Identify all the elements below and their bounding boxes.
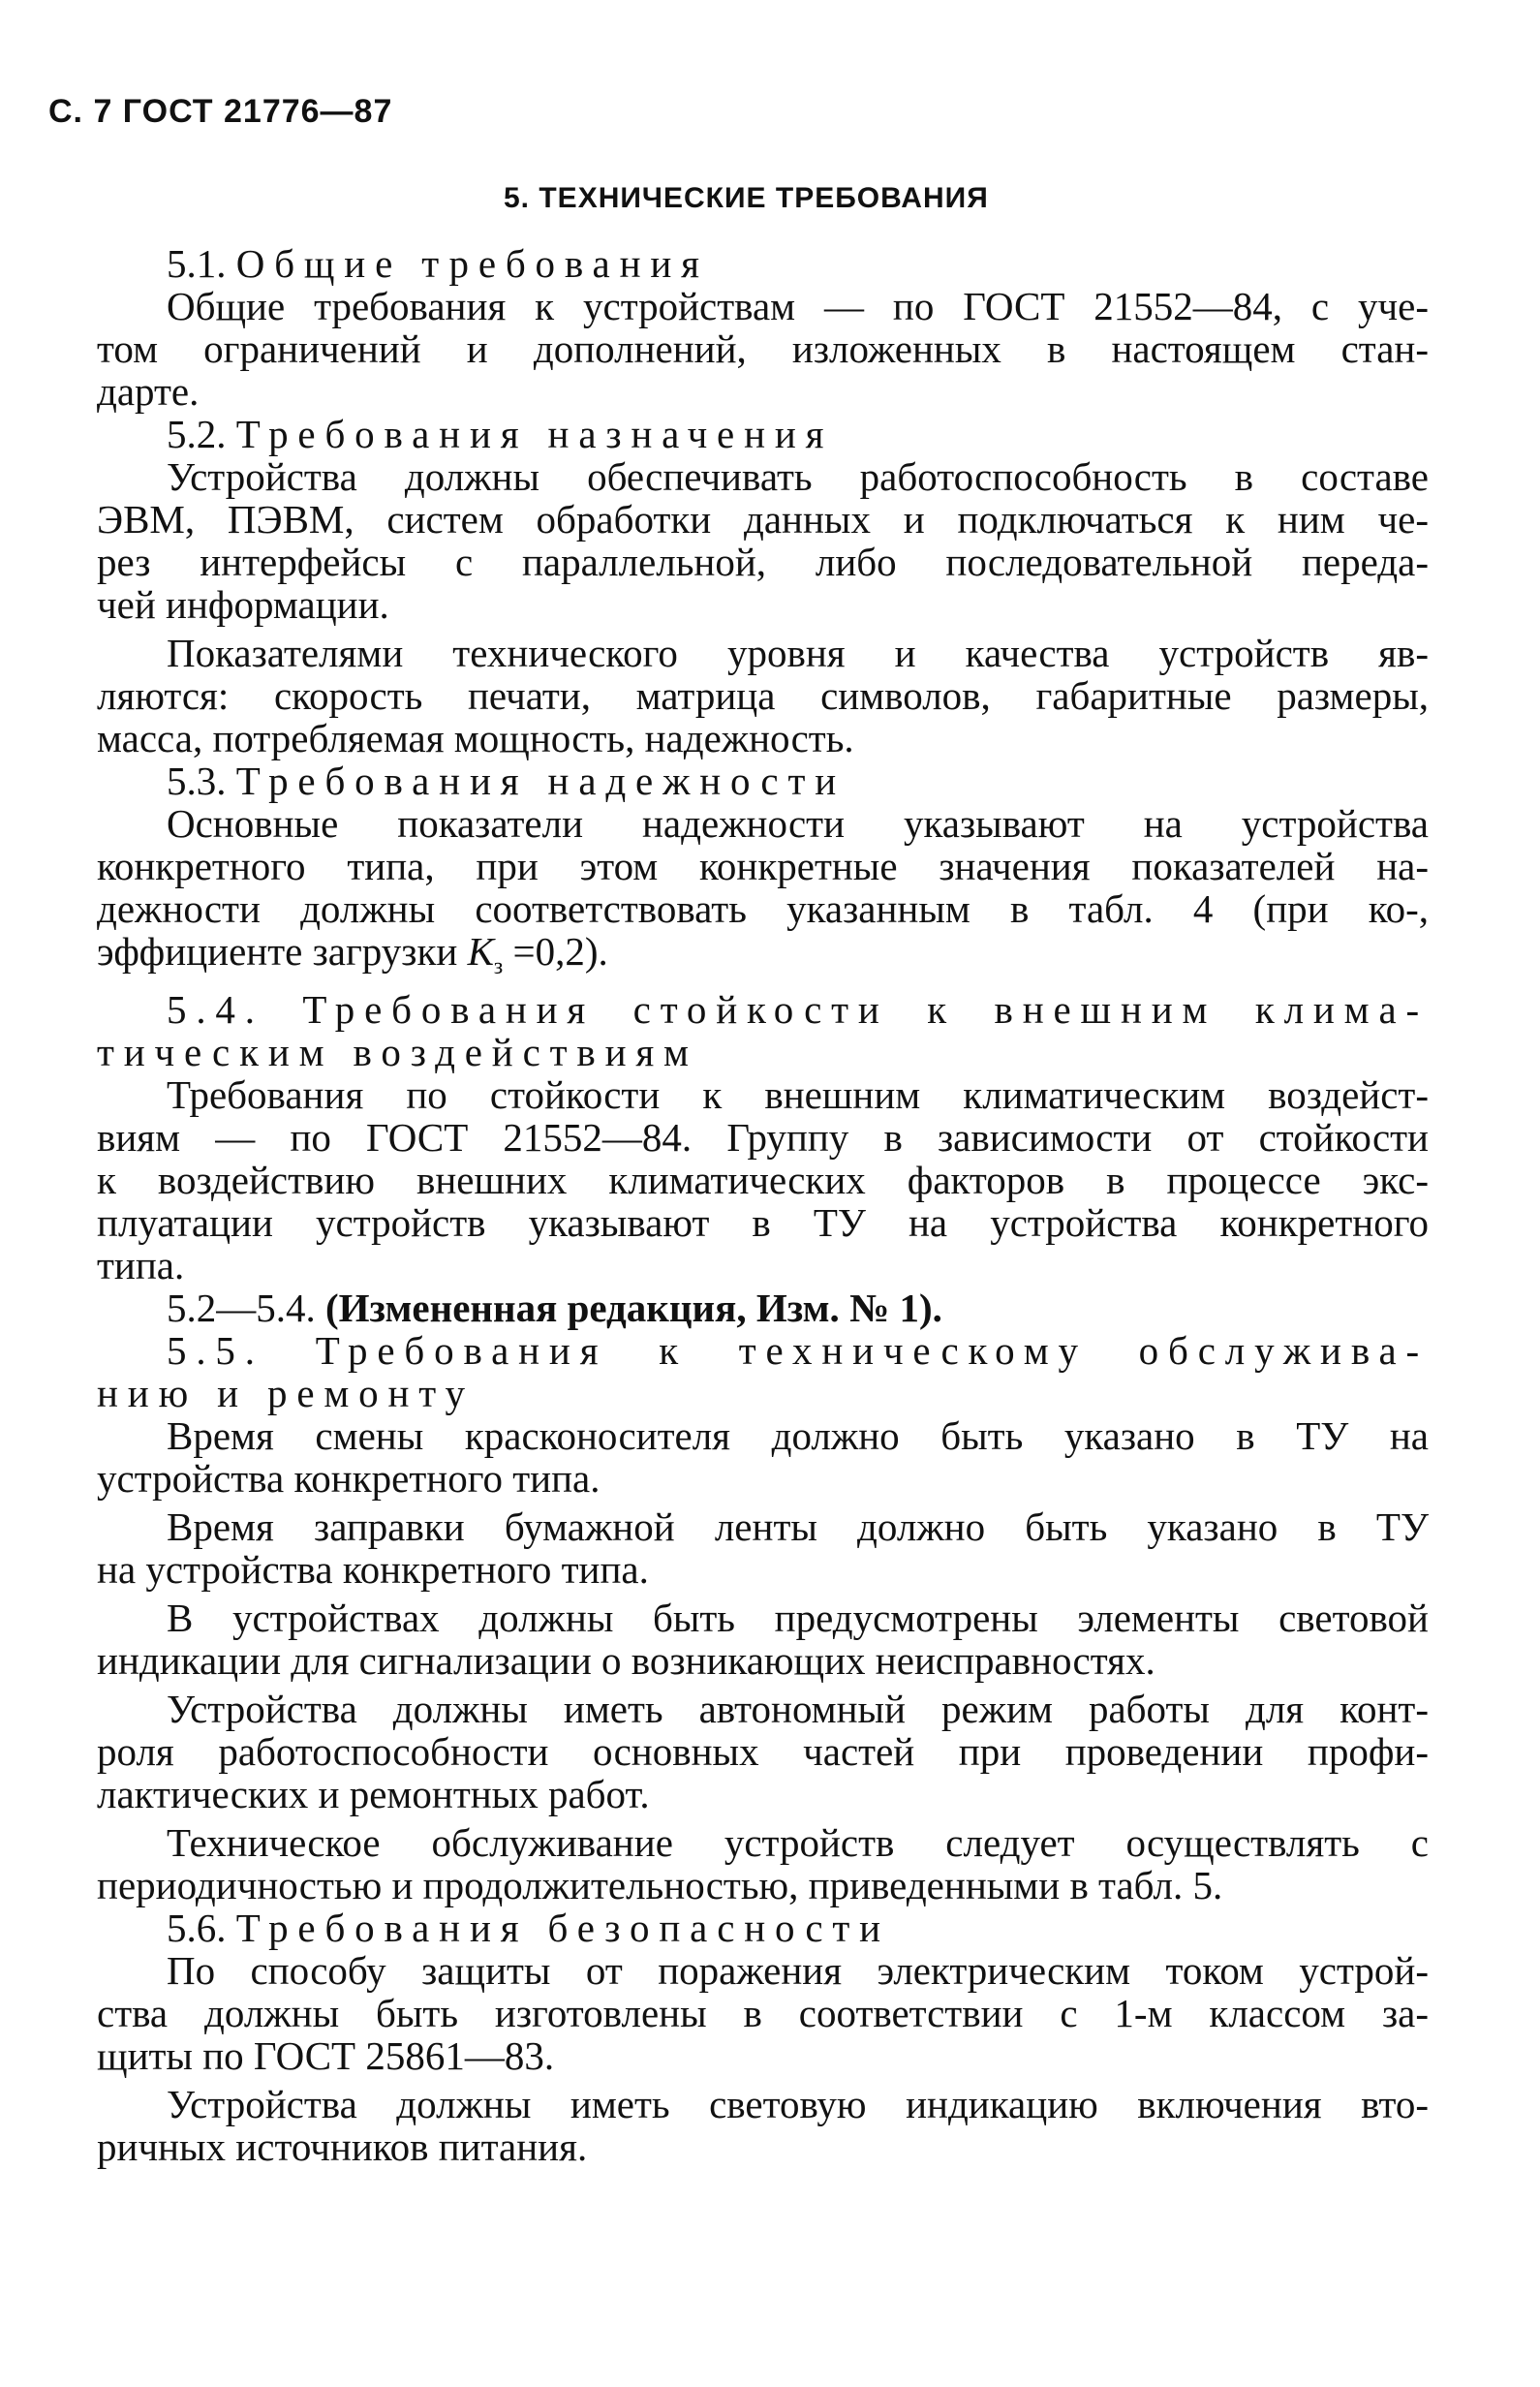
paragraph-line: В устройствах должны быть предусмотрены элементы световой [167, 1596, 1429, 1641]
paragraph-line: виям — по ГОСТ 21552—84. Группу в зависимости от стойкости [97, 1115, 1429, 1161]
paragraph-line: Основные показатели надежности указывают на устройства [167, 801, 1429, 846]
paragraph-line: Время смены красконосителя должно быть указано в ТУ на [167, 1413, 1429, 1459]
coefficient-symbol: К [467, 929, 494, 974]
section-title: 5. ТЕХНИЧЕСКИЕ ТРЕБОВАНИЯ [504, 182, 989, 214]
subsection-heading-5-5: 5.5. Требования к техническому обслужива- [167, 1328, 1430, 1374]
paragraph-line: Общие требования к устройствам — по ГОСТ 21552—84, с уче- [167, 284, 1429, 328]
subsection-heading-5-5-cont: нию и ремонту [97, 1371, 475, 1416]
paragraph-line: масса, потребляемая мощность, надежность. [97, 716, 854, 760]
subsection-heading-5-1: 5.1. Общие требования [167, 241, 709, 286]
paragraph-line: ляются: скорость печати, матрица символов, габаритные размеры, [97, 673, 1429, 718]
subsection-heading-5-4: 5.4. Требования стойкости к внешним климa- [167, 987, 1429, 1033]
subsection-heading-5-3: 5.3. Требования надежности [167, 759, 846, 803]
paragraph-line: По способу защиты от поражения электрическим током устрой- [167, 1948, 1429, 1994]
paragraph-line: Устройства должны иметь автономный режим работы для конт- [167, 1687, 1429, 1732]
paragraph-line: индикации для сигнализации о возникающих неисправностях. [97, 1638, 1155, 1684]
paragraph-line: лактических и ремонтных работ. [97, 1772, 650, 1817]
paragraph-line: Устройства должны обеспечивать работоспособность в составе [167, 454, 1429, 499]
paragraph-line: щиты по ГОСТ 25861—83. [97, 2033, 555, 2079]
paragraph-line: Техническое обслуживание устройств следует осуществлять с [167, 1820, 1429, 1866]
amendment-note: 5.2—5.4. (Измененная редакция, Изм. № 1). [167, 1286, 942, 1331]
coefficient-subscript: з [493, 954, 504, 980]
paragraph-line: Требования по стойкости к внешним климатическим воздейст- [167, 1072, 1429, 1118]
paragraph-line: плуатации устройств указывают в ТУ на устройства конкретного [97, 1200, 1429, 1246]
paragraph-line: эффициенте загрузки $К_з =0,2$). [97, 929, 608, 980]
paragraph-line: том ограничений и дополнений, изложенных в настоящем стан- [97, 326, 1429, 371]
subsection-heading-5-6: 5.6. Требования безопасности [167, 1906, 890, 1951]
paragraph-line: рез интерфейсы с параллельной, либо последовательной переда- [97, 540, 1429, 584]
paragraph-line: на устройства конкретного типа. [97, 1547, 649, 1593]
subsection-heading-5-4-cont: тическим воздействиям [97, 1030, 698, 1075]
paragraph-line: дарте. [97, 369, 200, 414]
paragraph-line: ЭВМ, ПЭВМ, систем обработки данных и подключаться к ним че- [97, 497, 1429, 542]
subsection-heading-5-2: 5.2. Требования назначения [167, 412, 834, 456]
paragraph-line: чей информации. [97, 582, 389, 627]
paragraph-line: типа. [97, 1243, 185, 1288]
paragraph-line: дежности должны соответствовать указанным в табл. 4 (при ко-, [97, 886, 1429, 931]
paragraph-line: Время заправки бумажной ленты должно быть указано в ТУ [167, 1504, 1429, 1550]
document-body [97, 242, 1429, 2168]
paragraph-line: устройства конкретного типа. [97, 1456, 601, 1502]
paragraph-line: периодичностью и продолжительностью, приведенными в табл. 5. [97, 1863, 1223, 1908]
paragraph-line: Устройства должны иметь световую индикацию включения вто- [167, 2082, 1429, 2127]
paragraph-line: Показателями технического уровня и качества устройств яв- [167, 631, 1429, 675]
paragraph-line: к воздействию внешних климатических факторов в процессе экс- [97, 1158, 1429, 1203]
paragraph-line: ричных источников питания. [97, 2124, 588, 2170]
paragraph-line: ства должны быть изготовлены в соответствии с 1-м классом за- [97, 1991, 1429, 2036]
page-header: С. 7 ГОСТ 21776—87 [48, 93, 393, 130]
paragraph-line: конкретного типа, при этом конкретные значения показателей на- [97, 844, 1429, 888]
paragraph-line: роля работоспособности основных частей при проведении профи- [97, 1729, 1429, 1775]
